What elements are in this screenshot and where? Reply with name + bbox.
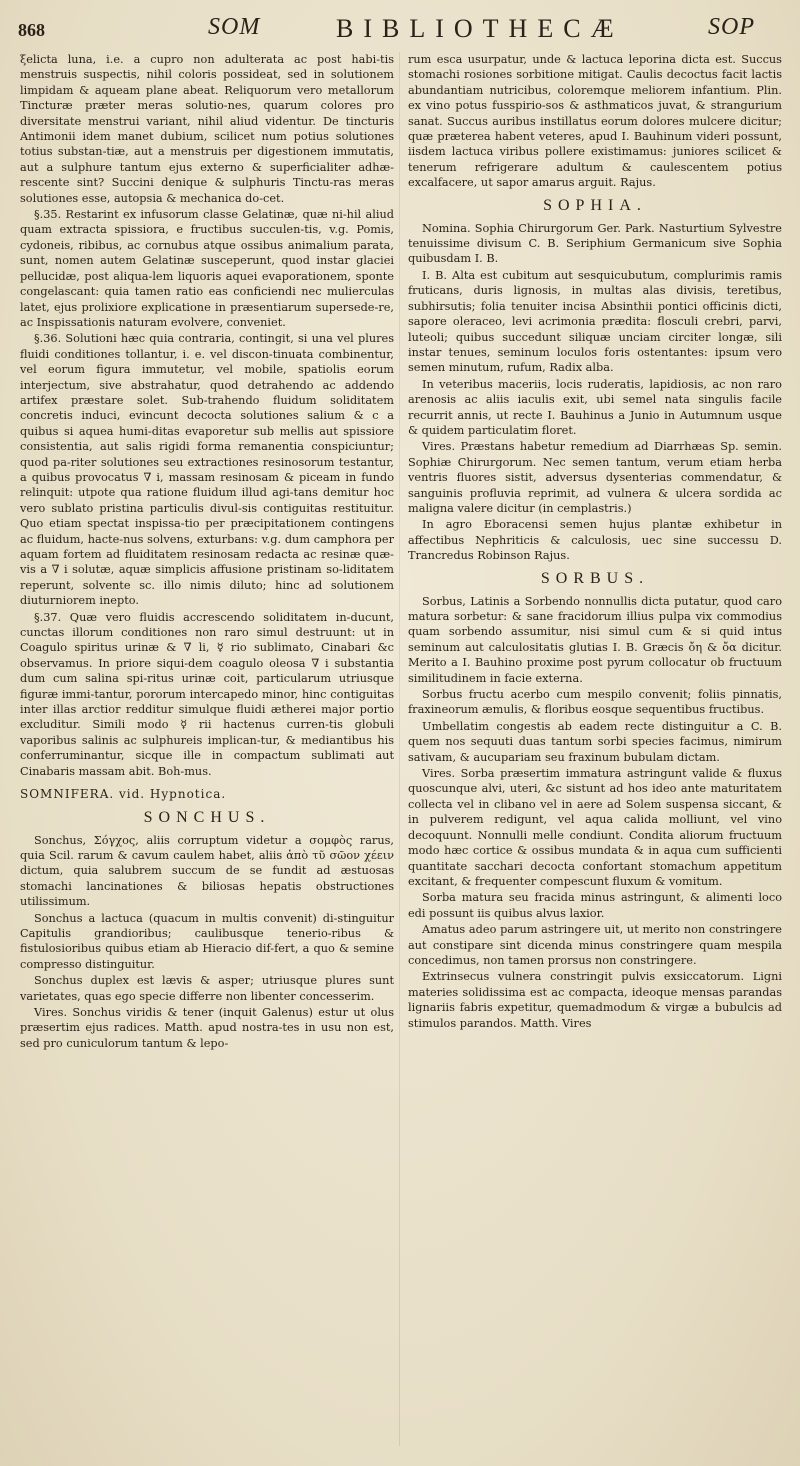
paragraph: Sorbus, Latinis a Sorbendo nonnullis dicta putatur, quod caro matura sorbetur: & sane fracidorum illius pulpa vix commodius quam sorbendo assumitur, nisi simul cum & si quid intus seminum aut calculositatis glutias I. B. Græcis ὄη & ὄα dicitur. Merito a I. Bauhino proxime post pyrum collocatur ob fructuum similitudinem in facie externa.	[408, 594, 782, 685]
paragraph: §.36. Solutioni hæc quia contraria, contingit, si una vel plures fluidi conditiones tollantur, i. e. vel discon-tinuata combinentur, vel eorum figura immutetur, vel mobile, spatiolis eorum interjectum, sive abstrahatur, quod detrahendo ac addendo artifex præstare solet. Sub-trahendo fluidum soliditatem concretis induci, evincunt decocta solutiones salium & c a quibus si aquea humi-ditas evaporetur sub mellis aut spissiore consistentia, aut salis rigidi forma remanentia conspiciuntur; quod pa-riter solutiones seu extractiones resinosorum testantur, a quibus provocatus ∇ i, massam resinosam & piceam in fundo relinquit: utpote qua ratione fluidum illud agi-tans demitur hoc vero sublato pristina particulis divul-sis contiguitas restituitur. Quo etiam spectat inspissa-tio per præcipitationem contingens ac fluidum, hacte-nus solvens, exturbans: v.g. dum camphora per aquam fortem ad fluiditatem resinosam redacta ac resinæ quæ-vis a ∇ i solutæ, aquæ simplicis affusione pristinam so-liditatem reperunt, solvente sc. illo nimis diluto; hinc ad solutionem diuturniorem inepto.	[20, 332, 394, 608]
entry-heading-sorbus: SORBUS.	[540, 569, 650, 587]
paragraph: Vires. Sorba præsertim immatura astringunt valide & fluxus quoscunque alvi, uteri, &c sistunt ad hos ideo ante maturitatem collecta vel in clibano vel in aere ad Solem suspensa siccant, & in pulverem redigunt, vel aqua calida molliunt, vel vino decoquunt. Nonnulli melle condiunt. Condita aliorum fructuum modo hæc cortice & ossibus mundata & in aqua cum sufficienti quantitate sacchari decocta confortant stomachum appetitum excitant, & frequenter compescunt fluxum & vomitum.	[408, 767, 782, 888]
paragraph: Extrinsecus vulnera constringit pulvis exsiccatorum. Ligni materies solidissima est ac compacta, ideoque mensas parandas lignariis fabris expetitur, quemadmodum & virgæ a bubulcis ad stimulos parandos. Matth. Vires	[408, 970, 782, 1030]
header-left-word: SOM	[208, 14, 261, 40]
right-column	[408, 52, 782, 1442]
paragraph: §.35. Restarint ex infusorum classe Gelatinæ, quæ ni-hil aliud quam extracta spissiora, e fructibus succulen-tis, v.g. Pomis, cydoneis, ribibus, ac cornubus atque ossibus animalium parata, sunt, nomen autem Gelatinæ susceperunt, quod instar glaciei pellucidæ, post aliqua-lem liquoris aquei evaporationem, sponte congelascant: quia tamen ratio eas conficiendi nec mulierculas latet, ejus prolixiore explicatione in præsentiarum supersede-re, ac Inspissationis naturam evolvere, conveniet.	[20, 208, 394, 329]
column-divider	[399, 52, 400, 1446]
paragraph: In veteribus maceriis, locis ruderatis, lapidiosis, ac non raro arenosis ac aliis iaculis exit, ubi semel nata singulis facile recurrit annis, ut recte I. Bauhinus a Junio in Autumnum usque & quidem particulatim floret.	[408, 377, 782, 437]
header-right-word: SOP	[708, 14, 755, 40]
paragraph: Sorbus fructu acerbo cum mespilo convenit; foliis pinnatis, fraxineorum æmulis, & floribus eosque sequentibus fructibus.	[408, 688, 782, 717]
header-title: BIBLIOTHECÆ	[336, 14, 624, 43]
paragraph: Sorba matura seu fracida minus astringunt, & alimenti loco edi possunt iis quibus alvus laxior.	[408, 891, 782, 920]
paragraph: Amatus adeo parum astringere uit, ut merito non constringere aut constipare sint dicenda minus constringere quam mespila concedimus, non tamen prorsus non constringere.	[408, 923, 782, 967]
paragraph: Nomina. Sophia Chirurgorum Ger. Park. Nasturtium Sylvestre tenuissime divisum C. B. Seriphium Germanicum sive Sophia quibusdam I. B.	[408, 221, 782, 266]
paragraph: rum esca usurpatur, unde & lactuca leporina dicta est. Succus stomachi rosiones sorbitione mitigat. Caulis decoctus facit lactis abundantiam nutricibus, coloremque meliorem infantium. Plin. ex vino potus fusspirio-sos & asthmaticos juvat, & strangurium sanat. Succus auribus instillatus eorum dolores mulcere dicitur; quæ præterea habent veteres, apud I. Bauhinum videri possunt, iisdem lactuca viribus pollere existimamus: juniores scilicet & tenerum refrigerare adultum & caulescentem potius excalfacere, ut sapor amarus arguit. Rajus.	[408, 53, 782, 190]
paragraph: Sonchus a lactuca (quacum in multis convenit) di-stinguitur Capitulis grandioribus; caulibusque tenerio-ribus & fistulosioribus quibus etiam ab Hieracio dif-fert, a quo & semine compresso distinguitur.	[20, 911, 394, 971]
paragraph: ξelicta luna, i.e. a cupro non adulterata ac post habi-tis menstruis suspectis, nihil coloris possideat, sed in solutionem limpidam & aqueam plane abeat. Reliquorum vero metallorum Tincturæ præter meras solutio-nes, quarum colores pro diversitate menstrui variant, nihil aliud videntur. De tincturis Antimonii idem manet dubium, scilicet num potius solutiones totius substan-tiæ, aut a menstruis per digestionem immutatis, aut a sulphure tantum ejus externo & superficialiter adhæ-rescente sint? Succini denique & sulphuris Tinctu-ras meras solutiones esse, autopsia & mechanica do-cet.	[20, 53, 394, 205]
page-number: 868	[18, 20, 45, 40]
paragraph: Sonchus duplex est lævis & asper; utriusque plures sunt varietates, quas ego specie differre non libenter concesserim.	[20, 974, 394, 1003]
paragraph: In agro Eboracensi semen hujus plantæ exhibetur in affectibus Nephriticis & calculosis, uec sine successu D. Trancredus Robinson Rajus.	[408, 518, 782, 563]
entry-heading-sophia: SOPHIA.	[543, 196, 647, 214]
paragraph: I. B. Alta est cubitum aut sesquicubutum, complurimis ramis fruticans, duris lignosis, in multas alas divisis, teretibus, subhirsutis; folia tenuiter incisa Absinthii pontici officinis dicti, sapore oleraceo, levi acrimonia prædita: flosculi crebri, parvi, luteoli; quibus succedunt siliquæ unciam circiter longæ, sili instar tenues, seminum loculos foris ostentantes: ipsum vero semen minutum, rufum, Radix alba.	[408, 268, 782, 375]
left-column	[20, 52, 394, 1442]
running-header	[18, 14, 778, 48]
paragraph: §.37. Quæ vero fluidis accrescendo soliditatem in-ducunt, cunctas illorum conditiones non raro simul destruunt: ut in Coagulo spiritus urinæ & ∇ li, ☿ rio sublimato, Cinabari &c observamus. In priore siqui-dem coagulo oleosa ∇ i substantia dum cum salina spi-ritus urinæ coit, particularum utriusque figuræ immi-tantur, pororum intercapedo minor, hinc contiguitas inter illas arctior redditur simulque fluidi ætherei major portio excluditur. Simili modo ☿ rii hactenus curren-tis globuli vaporibus salinis ac sulphureis implican-tur, & mediantibus his conferruminantur, sicque ille in compactum sublimati aut Cinabaris massam abit. Boh-mus.	[20, 610, 394, 778]
paragraph: Umbellatim congestis ab eadem recte distinguitur a C. B. quem nos sequuti duas tantum sorbi species facimus, nimirum sativam, & aucupariam seu fraxinum bubulam dictam.	[408, 719, 782, 764]
paragraph: Sonchus, Σόγχος, aliis corruptum videtur a σομφὸς rarus, quia Scil. rarum & cavum caulem habet, aliis ἀπὸ τῦ σῶον χέειν dictum, quia salubrem succum de se fundit ad æstuosas stomachi lancinationes & biliosas hepatis obstructiones utilissimum.	[20, 833, 394, 909]
cross-reference: SOMNIFERA. vid. Hypnotica.	[20, 787, 227, 802]
paragraph: Vires. Præstans habetur remedium ad Diarrhæas Sp. semin. Sophiæ Chirurgorum. Nec semen tantum, verum etiam herba ventris fluores sistit, adversus dysenterias commendatur, & sanguinis profluvia reprimit, ad vulnera & ulcera sordida ac maligna valere dicitur (in cemplastris.)	[408, 440, 782, 515]
paragraph: Vires. Sonchus viridis & tener (inquit Galenus) estur ut olus præsertim ejus radices. Matth. apud nostra-tes in usu non est, sed pro cuniculorum tantum & lepo-	[20, 1005, 394, 1050]
entry-heading-sonchus: SONCHUS.	[143, 808, 271, 826]
